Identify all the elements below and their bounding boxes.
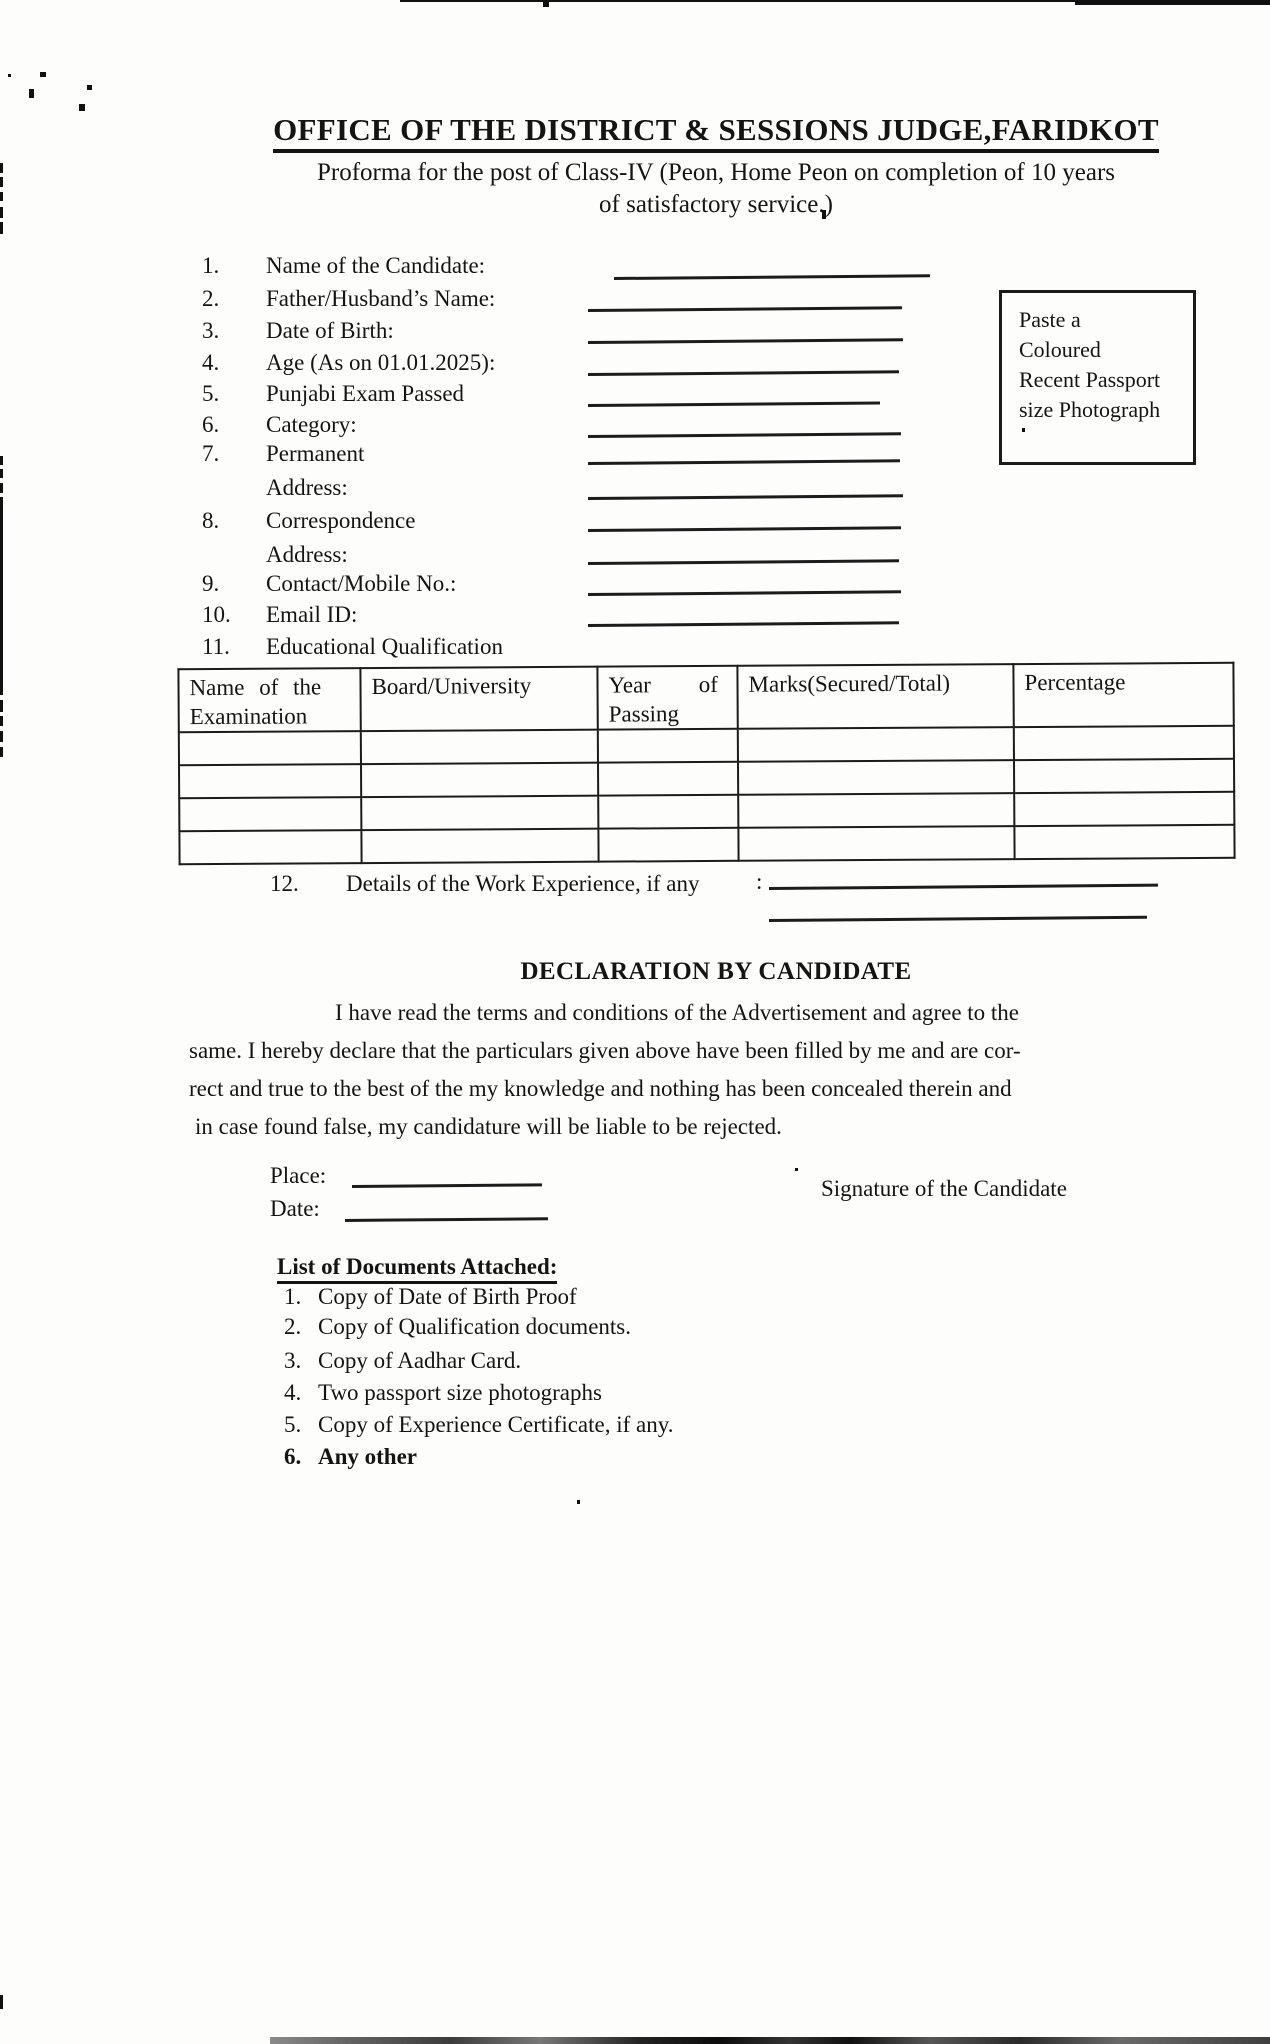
field-number: 3. — [202, 318, 220, 343]
table-header-examination: Name of the Examination — [178, 668, 360, 732]
field-label-line2: Address: — [266, 475, 348, 500]
field-row-punjabi-exam — [202, 377, 464, 411]
field-number: 10. — [202, 602, 231, 627]
page-title: OFFICE OF THE DISTRICT & SESSIONS JUDGE,FARIDKOT — [273, 112, 1159, 153]
field-label: Educational Qualification — [266, 634, 503, 659]
scan-speck — [79, 104, 85, 111]
declaration-line: rect and true to the best of the my knowledge and nothing has been concealed therein and — [189, 1076, 1012, 1101]
blank-line-name — [614, 274, 930, 280]
signature-label: Signature of the Candidate — [821, 1176, 1067, 1201]
scan-edge-dash — [0, 731, 3, 742]
document-item — [284, 1412, 674, 1438]
scan-edge-dash — [0, 469, 3, 478]
table-cell-empty — [738, 793, 1014, 828]
field-label: Name of the Candidate: — [266, 253, 486, 278]
blank-line-father — [588, 306, 902, 312]
table-cell-empty — [738, 826, 1014, 861]
document-number: 3. — [284, 1348, 302, 1373]
page-subtitle-line1: Proforma for the post of Class-IV (Peon, Home Peon on completion of 10 years — [316, 159, 1115, 186]
field-number: 7. — [202, 441, 220, 466]
documents-heading: List of Documents Attached: — [277, 1254, 557, 1284]
declaration-line: same. I hereby declare that the particulars given above have been filled by me and are cor- — [189, 1038, 1021, 1063]
document-item — [284, 1314, 631, 1340]
table-header-board: Board/University — [360, 667, 597, 731]
blank-line-contact — [588, 590, 901, 596]
field-label: Date of Birth: — [266, 318, 394, 343]
document-text: Copy of Experience Certificate, if any. — [318, 1412, 674, 1437]
blank-line-date — [345, 1217, 548, 1222]
form-header — [186, 112, 1246, 221]
document-text: Any other — [318, 1444, 418, 1469]
field-number: 2. — [202, 286, 220, 311]
scan-edge-dash — [0, 222, 3, 234]
document-item — [284, 1284, 577, 1310]
photo-box-text: size Photograph — [1019, 397, 1161, 422]
scan-speck — [1022, 428, 1025, 432]
document-item-any-other — [284, 1444, 417, 1470]
field-number: 1. — [202, 253, 220, 278]
scan-edge-dash — [0, 483, 3, 493]
scan-edge-dash — [0, 207, 3, 218]
field-label: Correspondence — [266, 508, 416, 533]
blank-line-perm-address-2 — [588, 494, 903, 500]
table-cell-empty — [1014, 792, 1234, 826]
blank-line-punjabi — [588, 401, 880, 407]
photo-paste-box — [999, 290, 1196, 465]
document-number: 1. — [284, 1284, 302, 1309]
document-item — [284, 1380, 602, 1406]
declaration-line: in case found false, my candidature will be liable to be rejected. — [195, 1114, 782, 1139]
field-label-work-experience: Details of the Work Experience, if any — [346, 871, 700, 896]
work-experience-colon: : — [756, 869, 763, 894]
scan-speck — [577, 1500, 580, 1504]
table-cell-empty — [361, 796, 598, 830]
scan-edge-dash — [0, 192, 3, 201]
scan-edge-dash — [0, 456, 3, 465]
field-row-dob — [202, 314, 394, 348]
scan-edge-dash — [0, 163, 3, 173]
document-number: 4. — [284, 1380, 302, 1405]
table-cell-empty — [179, 797, 361, 831]
date-label: Date: — [270, 1196, 320, 1221]
scan-edge-dash — [0, 1995, 3, 2009]
blank-line-dob — [588, 338, 903, 344]
field-label-line2: Address: — [266, 542, 348, 567]
declaration-line: I have read the terms and conditions of the Advertisement and agree to the — [335, 1000, 1020, 1025]
field-row-contact — [202, 567, 456, 601]
table-header-marks: Marks(Secured/Total) — [737, 664, 1013, 729]
table-cell-empty — [361, 763, 598, 797]
table-cell-empty — [598, 828, 738, 862]
document-number: 2. — [284, 1314, 302, 1339]
field-row-permanent-address — [202, 437, 364, 505]
scan-speck — [29, 89, 34, 98]
table-header-year: Year of Passing — [597, 666, 737, 730]
scan-edge-line — [0, 497, 3, 695]
blank-line-email — [588, 621, 899, 627]
blank-line-work-experience-2 — [769, 916, 1147, 922]
scan-artifact-bottom-strip — [270, 2037, 1270, 2044]
field-row-email — [202, 598, 357, 632]
table-cell-empty — [598, 795, 738, 829]
photo-box-text: Recent Passport — [1019, 367, 1161, 392]
scan-speck — [87, 85, 92, 90]
blank-line-corr-address-2 — [588, 559, 899, 565]
photo-box-text: Paste a — [1019, 307, 1081, 332]
document-text: Copy of Aadhar Card. — [318, 1348, 522, 1373]
field-row-age — [202, 346, 495, 380]
field-label: Father/Husband’s Name: — [266, 286, 496, 311]
table-cell-empty — [361, 829, 598, 863]
document-number: 6. — [284, 1444, 302, 1469]
table-cell-empty — [1014, 726, 1234, 760]
table-cell-empty — [1014, 759, 1234, 793]
table-cell-empty — [179, 731, 361, 765]
blank-line-perm-address-1 — [588, 459, 900, 465]
field-row-correspondence-address — [202, 504, 415, 572]
document-text: Two passport size photographs — [318, 1380, 602, 1405]
education-qualification-table — [177, 662, 1235, 865]
photo-box-text: Coloured — [1019, 337, 1101, 362]
blank-line-category — [588, 432, 901, 438]
blank-line-age — [588, 370, 899, 376]
scan-edge-dash — [0, 747, 3, 757]
field-number: 4. — [202, 350, 220, 375]
field-row-father-husband — [202, 282, 495, 316]
scan-edge-dash — [0, 177, 3, 187]
scan-speck — [795, 1168, 798, 1171]
blank-line-corr-address-1 — [588, 526, 901, 532]
blank-line-work-experience-1 — [769, 884, 1158, 890]
field-number: 8. — [202, 508, 220, 533]
field-label: Contact/Mobile No.: — [266, 571, 457, 596]
document-text: Copy of Date of Birth Proof — [318, 1284, 577, 1309]
field-number: 6. — [202, 412, 220, 437]
table-cell-empty — [361, 730, 598, 764]
document-number: 5. — [284, 1412, 302, 1437]
field-number: 11. — [202, 634, 230, 659]
field-label: Punjabi Exam Passed — [266, 381, 465, 406]
field-label: Permanent — [266, 441, 365, 466]
field-label: Email ID: — [266, 602, 358, 627]
table-header-percentage: Percentage — [1013, 663, 1233, 727]
place-label: Place: — [270, 1163, 327, 1188]
scan-artifact-top-line-thick — [1075, 0, 1270, 5]
field-number: 5. — [202, 381, 220, 406]
table-cell-empty — [1014, 825, 1234, 859]
document-item — [284, 1348, 521, 1374]
declaration-heading: DECLARATION BY CANDIDATE — [520, 958, 912, 985]
table-cell-empty — [179, 764, 361, 798]
document-text: Copy of Qualification documents. — [318, 1314, 631, 1339]
page-subtitle-line2: of satisfactory service.) — [599, 191, 833, 218]
table-cell-empty — [738, 760, 1014, 795]
field-number: 12. — [270, 871, 299, 896]
scan-speck — [40, 72, 46, 77]
table-cell-empty — [598, 762, 738, 796]
field-number: 9. — [202, 571, 220, 596]
table-cell-empty — [738, 727, 1014, 762]
table-cell-empty — [179, 830, 361, 864]
scan-edge-dash — [0, 700, 3, 712]
scan-artifact-tick — [543, 0, 549, 7]
field-label: Age (As on 01.01.2025): — [266, 350, 496, 375]
field-row-education — [202, 630, 503, 664]
scan-speck — [8, 74, 11, 77]
scan-edge-dash — [0, 716, 3, 726]
field-row-name — [202, 249, 485, 283]
field-label: Category: — [266, 412, 357, 437]
blank-line-place — [352, 1183, 542, 1188]
table-cell-empty — [598, 729, 738, 763]
